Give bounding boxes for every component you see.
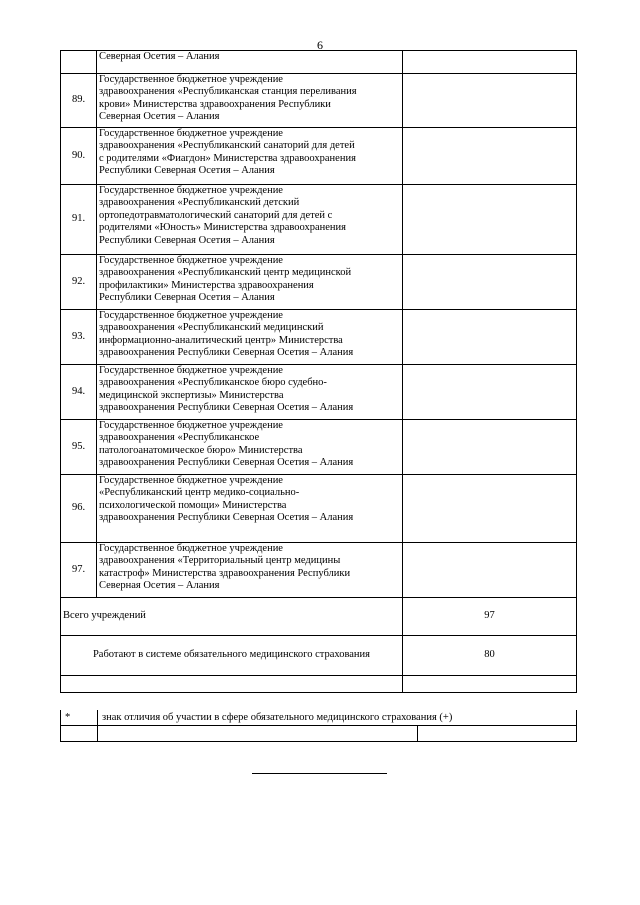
empty-cell [61,676,403,693]
institution-name-line: здравоохранения Республики Северная Осетия – Алания [99,347,354,359]
institution-name-line: крови» Министерства здравоохранения Республики [99,98,331,110]
institution-name-line: здравоохранения «Республиканский медицинский [99,322,324,334]
institution-name [97,543,403,598]
legend-row [61,710,577,726]
table-row [61,365,577,420]
institution-name-line: здравоохранения «Территориальный центр медицины [99,555,341,567]
institution-name-line: здравоохранения «Республиканское бюро судебно- [99,377,327,389]
institution-name-line: здравоохранения «Республиканский санаторий для детей [99,140,355,152]
institution-name [97,128,403,185]
institution-name-line: патологоанатомическое бюро» Министерства [99,444,303,456]
institution-name-line: здравоохранения Республики Северная Осетия – Алания [99,457,354,469]
oms-value: 80 [403,636,577,676]
institution-name-line: Северная Осетия – Алания [99,111,220,123]
table-row [61,310,577,365]
mark-cell [403,51,577,74]
row-number: 91. [61,185,97,255]
institution-name [97,255,403,310]
institution-name-line: здравоохранения «Республиканский детский [99,197,300,209]
table-row [61,475,577,543]
continuation-row [61,51,577,74]
mark-cell [403,543,577,598]
institution-name [97,475,403,543]
row-number: 89. [61,74,97,128]
mark-cell [403,310,577,365]
oms-label: Работают в системе обязательного медицинского страхования [61,636,403,676]
row-number: 93. [61,310,97,365]
institution-name-line: Государственное бюджетное учреждение [99,310,283,321]
continuation-text: Северная Осетия – Алания [97,51,403,74]
row-number: 90. [61,128,97,185]
mark-cell [403,74,577,128]
table-row [61,255,577,310]
end-rule [252,773,387,774]
institution-name-line: информационно-аналитический центр» Министерства [99,334,343,346]
mark-cell [403,475,577,543]
legend-text: знак отличия об участии в сфере обязательного медицинского страхования (+) [98,710,577,726]
institution-name [97,185,403,255]
institution-name-line: Государственное бюджетное учреждение [99,475,283,486]
row-number: 97. [61,543,97,598]
table-row [61,543,577,598]
mark-cell [403,255,577,310]
row-number: 95. [61,420,97,475]
institution-name-line: Северная Осетия – Алания [99,580,220,592]
institution-name-line: катастроф» Министерства здравоохранения Республики [99,567,351,579]
institution-name-line: Государственное бюджетное учреждение [99,185,283,196]
page-number: 6 [317,38,323,52]
institution-name-line: Государственное бюджетное учреждение [99,420,283,431]
oms-row [61,636,577,676]
mark-cell [403,365,577,420]
institution-name-line: родителями «Юность» Министерства здравоохранения [99,222,347,234]
institution-name [97,310,403,365]
mark-cell [403,128,577,185]
empty-cell [403,676,577,693]
institution-name-line: Республики Северная Осетия – Алания [99,292,275,304]
institution-name-line: психологической помощи» Министерства [99,499,287,511]
legend-table [60,710,577,742]
legend-empty-row [61,726,577,742]
institution-name-line: профилактики» Министерства здравоохранения [99,279,314,291]
institution-name-line: Государственное бюджетное учреждение [99,128,283,139]
institution-name-line: здравоохранения Республики Северная Осетия – Алания [99,402,354,414]
institution-name-line: с родителями «Фиагдон» Министерства здравоохранения [99,152,356,164]
institution-name [97,365,403,420]
empty-cell [98,726,418,742]
institution-name-line: здравоохранения «Республиканский центр медицинской [99,267,352,279]
institution-name-line: Государственное бюджетное учреждение [99,255,283,266]
institution-name-line: Республики Северная Осетия – Алания [99,165,275,177]
registry-table [60,50,577,693]
row-number: 92. [61,255,97,310]
table-row [61,185,577,255]
institution-name-line: Государственное бюджетное учреждение [99,74,283,85]
institution-name-line: Государственное бюджетное учреждение [99,365,283,376]
institution-name-line: здравоохранения «Республиканская станция переливания [99,86,357,98]
empty-row [61,676,577,693]
number-cell [61,51,97,74]
empty-cell [61,726,98,742]
total-label: Всего учреждений [61,598,403,636]
institution-name-line: Республики Северная Осетия – Алания [99,234,275,246]
institution-name-line: медицинской экспертизы» Министерства [99,389,284,401]
institution-name-line: здравоохранения Республики Северная Осетия – Алания [99,512,354,524]
total-value: 97 [403,598,577,636]
row-number: 94. [61,365,97,420]
mark-cell [403,420,577,475]
institution-name [97,74,403,128]
legend-symbol: * [61,710,98,726]
institution-name [97,420,403,475]
institution-name-line: «Республиканский центр медико-социально- [99,487,300,499]
total-row [61,598,577,636]
empty-cell [418,726,577,742]
mark-cell [403,185,577,255]
table-row [61,128,577,185]
row-number: 96. [61,475,97,543]
table-row [61,420,577,475]
institution-name-line: Государственное бюджетное учреждение [99,543,283,554]
institution-name-line: ортопедотравматологический санаторий для детей с [99,209,333,221]
institution-name-line: здравоохранения «Республиканское [99,432,260,444]
table-row [61,74,577,128]
